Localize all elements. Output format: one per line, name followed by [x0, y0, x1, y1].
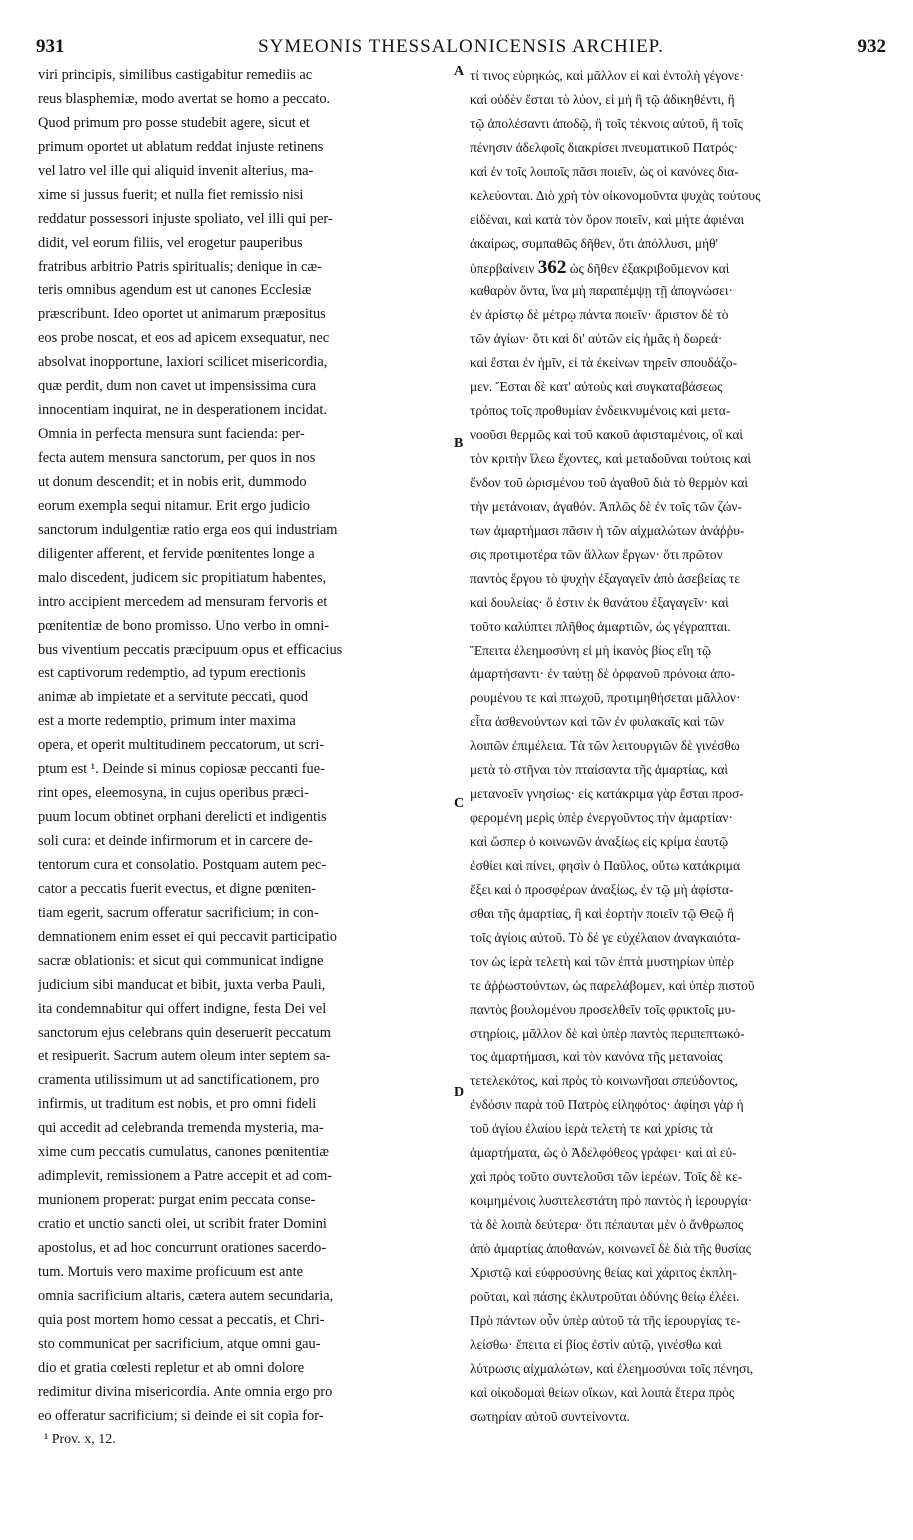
greek-line: σωτηρίαν αὐτοῦ συντείνοντα.	[470, 1408, 630, 1424]
latin-line: judicium sibi manducat et bibit, juxta verba Pauli,	[38, 976, 326, 993]
greek-line: κοιμημένοις λυσιτελεστάτη πρὸ παντὸς ἡ ἱερουργία·	[470, 1193, 753, 1209]
greek-line: τῷ ἀπολέσαντι ἀποδῷ, ἢ τοῖς τέκνοις αὐτοῦ, ἢ τοῖς	[470, 115, 743, 131]
latin-line: teris omnibus agendum est ut canones Ecclesiæ	[38, 282, 312, 299]
latin-line: ptum est ¹. Deinde si minus copiosæ peccanti fue-	[38, 761, 325, 778]
latin-line: vel latro vel ille qui aliquid invenit alterius, ma-	[38, 162, 314, 179]
latin-line: munionem properat: purgat enim peccata conse-	[38, 1192, 316, 1209]
latin-line: xime si jussus fuerit; et nulla fiet remissio nisi	[38, 186, 304, 203]
greek-line: λοιπῶν ἐπιμέλεια. Τὰ τῶν λειτουργιῶν δὲ γινέσθω	[470, 738, 740, 754]
greek-line: στηρίοις, μᾶλλον δὲ καὶ ὑπὲρ παντὸς περιπεπτωκό-	[470, 1025, 745, 1041]
greek-line: ἕξει καὶ ὁ προσφέρων ἀναξίως, ἐν τῷ μὴ ἀφίστα-	[470, 881, 734, 897]
latin-line: ut donum descendit; et in nobis erit, dummodo	[38, 473, 307, 490]
latin-line: adimplevit, remissionem a Patre accepit et ad com-	[38, 1168, 333, 1185]
greek-line: λείσθω· ἔπειτα εἰ βίος ἐστὶν αὐτῷ, γινέσθω καὶ	[470, 1336, 722, 1352]
greek-line: τε ἀῤῥωστούντων, ὡς παρελάβομεν, καὶ ὑπὲρ πιστοῦ	[470, 977, 755, 993]
latin-line: rint opes, eleemosyna, in cujus operibus præci-	[38, 785, 309, 802]
page-header	[36, 36, 886, 62]
margin-marker-c: C	[454, 796, 465, 811]
latin-line: sacræ oblationis: et sicut qui communicat indigne	[38, 952, 324, 969]
latin-line: bus viventium peccatis præcipuum opus et efficacius	[38, 641, 343, 658]
footnote: ¹ Prov. x, 12.	[44, 1432, 116, 1447]
greek-line: εἶτα ἀσθενούντων καὶ τῶν ἐν φυλακαῖς καὶ τῶν	[470, 714, 725, 730]
greek-line: καὶ ἔσται ἐν ἡμῖν, εἰ τὰ ἐκείνων τηρεῖν σπουδάζο-	[470, 355, 738, 371]
greek-column	[470, 64, 886, 1428]
greek-line: σις προτιμοτέρα τῶν ἄλλων ἔργων· ὅτι πρῶτον	[470, 546, 723, 562]
latin-line: Omnia in perfecta mensura sunt facienda: per-	[38, 426, 305, 443]
greek-line: ἀπὸ ἁμαρτίας ἀποθανών, κοινωνεῖ δὲ διὰ τῆς θυσίας	[470, 1240, 751, 1256]
latin-line: intro accipient mercedem ad mensuram fervoris et	[38, 593, 328, 610]
greek-line: ροῦται, καὶ πάσης ἐκλυτροῦται ὀδύνης θείῳ ἐλέει.	[470, 1288, 740, 1304]
latin-line: viri principis, similibus castigabitur remediis ac	[38, 67, 313, 83]
greek-line: ρουμένου τε καὶ πτωχοῦ, προτιμηθήσεται μᾶλλον·	[470, 690, 741, 706]
greek-line: χαὶ πρὸς τοῦτο συντελοῦσι τῶν ἱερέων. Τοῖς δὲ κε-	[470, 1169, 743, 1185]
greek-line: τὸν κριτὴν ἵλεω ἔχοντες, καὶ μεταδοῦναι τούτοις καὶ	[470, 451, 751, 466]
latin-line: fecta autem mensura sanctorum, per quos in nos	[38, 450, 316, 466]
greek-line: παντὸς βουλομένου προσελθεῖν τοῖς φρικτοῖς μυ-	[470, 1001, 736, 1017]
greek-line: τος ἁμαρτήμασι, καὶ τὸν κανόνα τῆς μετανοίας	[470, 1049, 723, 1065]
greek-line: παντὸς ἔργου τὸ ψυχὴν ἐξαγαγεῖν ἀπὸ ἀσεβείας τε	[470, 570, 740, 586]
latin-line: infirmis, ut traditum est nobis, et pro omni fideli	[38, 1096, 317, 1113]
latin-line: redimitur divina misericordia. Ante omnia ergo pro	[38, 1383, 333, 1400]
latin-column	[38, 64, 452, 1428]
latin-line: opera, et operit multitudinem peccatorum, ut scri-	[38, 737, 325, 754]
greek-line: ἐνδόσιν παρὰ τοῦ Πατρὸς εἰληφότος· ἀφίησι γὰρ ἡ	[470, 1097, 744, 1113]
latin-line: quia post mortem homo cessat a peccatis, et Chri-	[38, 1311, 325, 1328]
latin-line: reddatur possessori injuste spoliato, vel illi qui per-	[38, 210, 333, 227]
greek-line: τὰ δὲ λοιπὰ δεύτερα· ὅτι πέπαυται μὲν ὁ ἄνθρωπος	[470, 1217, 744, 1232]
greek-line	[470, 256, 886, 280]
latin-line: quæ perdit, dum non cavet ut impensissima cura	[38, 378, 317, 395]
latin-line: tiam egerit, sacrum offeratur sacrificium; in con-	[38, 904, 319, 921]
latin-line: cratio et unctio sancti olei, ut scribit frater Domini	[38, 1216, 327, 1232]
margin-marker-a: A	[454, 64, 465, 79]
latin-line: sanctorum ejus celebrans quin deseruerit peccatum	[38, 1024, 331, 1041]
greek-line: Ἔπειτα ἐλεημοσύνη εἰ μὴ ἱκανὸς βίος εἴη τῷ	[470, 642, 711, 658]
greek-line: τοῦ ἁγίου ἐλαίου ἱερὰ τελετή τε καὶ χρίσις τὰ	[470, 1121, 713, 1137]
latin-line: demnationem enim esset ei qui peccavit participatio	[38, 928, 337, 945]
latin-line: diligenter afferent, et fervide pœnitentes longe a	[38, 545, 315, 562]
greek-line: καὶ ὥσπερ ὁ κοινωνῶν ἀναξίως εἰς κρίμα ἑαυτῷ	[470, 834, 729, 849]
greek-line: φερομένη μερὶς ὑπὲρ ἐνεργοῦντος τὴν ἁμαρτίαν·	[470, 810, 733, 826]
greek-line: μετανοεῖν γνησίως· εἰς κατάκριμα γὰρ ἔσται προσ-	[470, 786, 744, 802]
greek-line-text: ὑπερβαίνειν	[470, 260, 535, 276]
margin-marker-d: D	[454, 1085, 465, 1100]
greek-line: πένησιν ἀδελφοῖς διακρίσει πνευματικοῦ Πατρός·	[470, 139, 739, 155]
margin-marker-b: B	[454, 436, 464, 451]
greek-line: τῶν ἁγίων· ὅτι καὶ δι' αὐτῶν εἰς ἡμᾶς ἡ δωρεά·	[470, 331, 723, 347]
greek-line: μετὰ τὸ στῆναι τὸν πταίσαντα τῆς ἁμαρτίας, καὶ	[470, 762, 729, 778]
page-number-left: 931	[36, 36, 65, 57]
column-number: 362	[537, 256, 567, 278]
latin-line: qui accedit ad celebranda tremenda mysteria, ma-	[38, 1120, 324, 1137]
latin-line: fratribus arbitrio Patris spiritualis; denique in cæ-	[38, 258, 322, 275]
latin-line: eo offeratur sacrificium; si deinde ei sit copia for-	[38, 1407, 324, 1424]
latin-line: reus blasphemiæ, modo avertat se homo a peccato.	[38, 90, 331, 107]
latin-line: est a morte redemptio, primum inter maxima	[38, 713, 296, 730]
greek-line: Χριστῷ καὶ εὐφροσύνης θείας καὶ χάριτος ἐκπλη-	[470, 1264, 737, 1280]
greek-line: καὶ δουλείας· ὅ ἐστιν ἐκ θανάτου ἐξαγαγεῖν· καὶ	[470, 594, 729, 610]
latin-line: omnia sacrificium altaris, cætera autem secundaria,	[38, 1287, 334, 1304]
greek-line: ἔνδον τοῦ ὡρισμένου τοῦ ἀγαθοῦ διὰ τὸ θερμὸν καὶ	[470, 474, 749, 490]
greek-line: ἀκαίρως, συμπαθῶς δῆθεν, ὅτι ἀπόλλυσι, μήθ'	[470, 235, 718, 251]
greek-line: τρόπος τοῖς προθυμίαν ἐνδεικνυμένοις καὶ μετα-	[470, 403, 731, 419]
greek-line: λύτρωσις αἰχμαλώτων, καὶ ἐλεημοσύναι τοῖς πένησι,	[470, 1360, 754, 1376]
running-title: SYMEONIS THESSALONICENSIS ARCHIEP.	[258, 36, 664, 57]
latin-line: xime cum peccatis cumulatus, canones pœnitentiæ	[38, 1144, 329, 1161]
greek-line: των ἁμαρτήμασι πᾶσιν ἡ τῶν αἰχμαλώτων ἀνάῤῥυ-	[470, 522, 745, 538]
greek-line: τοῦτο καλύπτει πλῆθος ἁμαρτιῶν, ὡς γέγραπται.	[470, 618, 731, 634]
latin-line: sto communicat per sacrificium, atque omni gau-	[38, 1335, 321, 1352]
latin-line: tum. Mortuis vero maxime proficuum est ante	[38, 1263, 303, 1280]
latin-line: animæ ab impietate et a servitute peccati, quod	[38, 689, 309, 706]
greek-line: ἁμαρτήματα, ὡς ὁ Ἀδελφόθεος γράφει· καὶ αἱ εὐ-	[470, 1145, 737, 1161]
latin-line: malo discedent, judicem sic propitiatum habentes,	[38, 569, 327, 586]
latin-line: innocentiam inquirat, ne in desperationem incidat.	[38, 402, 327, 419]
latin-line: eos probe noscat, et eos ad apicem exsequatur, nec	[38, 330, 330, 347]
latin-line: soli cura: et deinde infirmorum et in carcere de-	[38, 833, 313, 849]
latin-line: est captivorum redemptio, ad typum erectionis	[38, 665, 306, 682]
latin-line: cramenta utilissimum ut ad sanctificationem, pro	[38, 1072, 320, 1089]
latin-line: primum oportet ut ablatum reddat injuste retinens	[38, 138, 324, 155]
latin-line: pœnitentiæ de bono promisso. Uno verbo in omni-	[38, 617, 329, 634]
greek-line-text: ὡς δῆθεν ἐξακριβοῦμενον καὶ	[569, 260, 730, 276]
latin-line: puum locum obtinet orphani derelicti et indigentis	[38, 809, 327, 826]
latin-line: et resipuerit. Sacrum autem oleum inter septem sa-	[38, 1048, 331, 1065]
greek-line: ἐσθίει καὶ πίνει, φησὶν ὁ Παῦλος, οὕτω κατάκριμα	[470, 857, 741, 873]
greek-line: τί τινος εὑρηκώς, καὶ μᾶλλον εἰ καὶ ἐντολὴ γέγονε·	[470, 68, 745, 83]
latin-line: eorum exempla sequi nitamur. Erit ergo judicio	[38, 497, 310, 514]
greek-line: εἰδέναι, καὶ κατὰ τὸν ὅρον ποιεῖν, καὶ μήτε ἀφιέναι	[470, 211, 745, 227]
greek-line: καὶ ἐν τοῖς λοιποῖς πᾶσι ποιεῖν, ὡς οἱ κανόνες δια-	[470, 163, 739, 179]
greek-line: τετελεκότος, καὶ πρὸς τὸ κοινωνῆσαι σπεύδοντος,	[470, 1073, 739, 1089]
latin-line: absolvat inopportune, laxiori scilicet misericordia,	[38, 354, 328, 371]
greek-line: καὶ οὐδὲν ἔσται τὸ λύον, εἰ μὴ ἢ τῷ ἀδικηθέντι, ἢ	[470, 91, 735, 107]
greek-line: τοῖς ἁγίοις αὐτοῦ. Τὸ δέ γε εὐχέλαιον ἀναγκαιότα-	[470, 929, 741, 945]
latin-line: didit, vel eorum filiis, vel erogetur pauperibus	[38, 234, 303, 251]
page-number-right: 932	[857, 36, 886, 57]
latin-line: sanctorum indulgentiæ ratio erga eos qui industriam	[38, 521, 338, 538]
greek-line: καθαρὸν ὄντα, ἵνα μὴ παραπέμψῃ τῇ ἀπογνώσει·	[470, 283, 733, 299]
latin-line: cator a peccatis fuerit evectus, et digne pœniten-	[38, 880, 317, 897]
greek-line: σθαι τῆς ἁμαρτίας, ἢ καὶ ἑορτὴν ποιεῖν τῷ Θεῷ ἢ	[470, 905, 734, 921]
latin-line: tentorum cura et consolatio. Postquam autem pec-	[38, 856, 327, 873]
latin-line: dio et gratia cœlesti repletur et ab omni dolore	[38, 1359, 305, 1376]
greek-line: Πρὸ πάντων οὖν ὑπὲρ αὐτοῦ τὰ τῆς ἱερουργίας τε-	[470, 1312, 741, 1328]
greek-line: τον ὡς ἱερὰ τελετὴ καὶ τῶν ἑπτὰ μυστηρίων ὑπὲρ	[470, 953, 734, 969]
latin-line: apostolus, et ad hoc concurrunt orationes sacerdo-	[38, 1239, 327, 1256]
greek-line: τὴν μετάνοιαν, ἀγαθόν. Ἁπλῶς δὲ ἐν τοῖς τῶν ζών-	[470, 498, 742, 514]
greek-line: κελεύονται. Διὸ χρὴ τὸν οἰκονομοῦντα ψυχὰς τούτους	[470, 187, 761, 203]
greek-line: μεν. Ἔσται δὲ κατ' αὐτοὺς καὶ συγκαταβάσεως	[470, 379, 723, 395]
latin-line: præscribunt. Ideo oportet ut animarum præpositus	[38, 306, 326, 323]
latin-line: Quod primum pro posse studebit agere, sicut et	[38, 114, 310, 131]
latin-line: ita condemnabitur qui offert indigne, festa Dei vel	[38, 1000, 327, 1017]
greek-line: ἁμαρτήσαντι· ἐν ταύτῃ δὲ ὀρφανοῦ πρόνοια ἀπο-	[470, 666, 736, 682]
greek-line: ἐν ἀρίστῳ δὲ μέτρῳ πάντα ποιεῖν· ἄριστον δὲ τὸ	[470, 307, 729, 323]
greek-line: καὶ οἰκοδομαὶ θείων οἴκων, καὶ λοιπὰ ἕτερα πρὸς	[470, 1384, 735, 1400]
greek-line: νοοῦσι θερμῶς καὶ τοῦ κακοῦ ἀφισταμένοις, οἳ καὶ	[470, 427, 744, 443]
